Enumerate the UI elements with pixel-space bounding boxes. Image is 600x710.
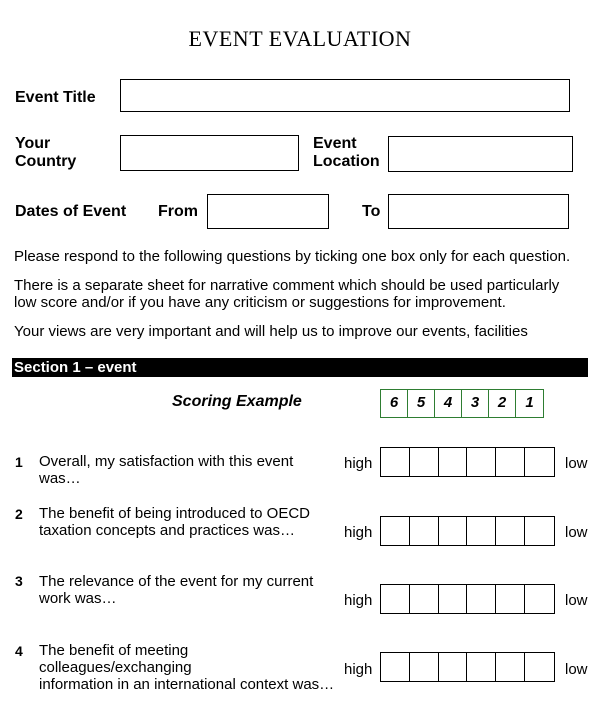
rating-box[interactable] — [467, 585, 496, 613]
rating-box[interactable] — [467, 517, 496, 545]
instruction-text: low score and/or if you have any criticism or suggestions for improvement. — [14, 294, 506, 311]
score-value: 3 — [462, 390, 489, 417]
rating-box[interactable] — [496, 585, 525, 613]
to-date-field[interactable] — [388, 194, 569, 229]
high-label: high — [344, 524, 373, 541]
rating-box[interactable] — [410, 653, 439, 681]
event-title-label: Event Title — [15, 89, 96, 106]
low-label: low — [565, 455, 588, 472]
location-label: Event Location — [313, 135, 380, 170]
scoring-example-scale — [380, 389, 544, 418]
rating-box[interactable] — [525, 653, 554, 681]
question-number: 4 — [15, 643, 23, 659]
score-value: 4 — [435, 390, 462, 417]
rating-scale-q3 — [380, 584, 555, 614]
rating-box[interactable] — [410, 448, 439, 476]
score-value: 1 — [525, 394, 534, 411]
high-label: high — [344, 592, 373, 609]
instruction-text: Your views are very important and will help us to improve our events, facilities — [14, 323, 528, 340]
rating-box[interactable] — [439, 585, 468, 613]
question-number: 3 — [15, 573, 23, 589]
score-value: 6 — [381, 390, 408, 417]
scoring-example-label: Scoring Example — [172, 393, 302, 410]
page-title: EVENT EVALUATION — [188, 26, 412, 51]
rating-box[interactable] — [496, 653, 525, 681]
question-text: The relevance of the event for my current work was… — [39, 573, 314, 607]
low-label: low — [565, 592, 588, 609]
rating-box[interactable] — [439, 653, 468, 681]
rating-scale-q1 — [380, 447, 555, 477]
from-date-field[interactable] — [207, 194, 329, 229]
rating-box[interactable] — [439, 517, 468, 545]
location-field[interactable] — [388, 136, 573, 172]
question-text: Overall, my satisfaction with this event was… — [39, 453, 294, 487]
country-field[interactable] — [120, 135, 299, 171]
rating-box[interactable] — [525, 517, 554, 545]
question-text: The benefit of being introduced to OECD taxation concepts and practices was… — [39, 505, 310, 539]
rating-box[interactable] — [467, 448, 496, 476]
rating-box[interactable] — [467, 653, 496, 681]
rating-scale-q4 — [380, 652, 555, 682]
rating-box[interactable] — [525, 585, 554, 613]
rating-box[interactable] — [525, 448, 554, 476]
score-value: 2 — [489, 390, 516, 417]
to-label: To — [362, 203, 381, 220]
rating-box[interactable] — [381, 653, 410, 681]
question-text: The benefit of meeting colleagues/exchanging information in an international context was… — [39, 642, 335, 693]
rating-box[interactable] — [381, 517, 410, 545]
low-label: low — [565, 661, 588, 678]
rating-box[interactable] — [381, 448, 410, 476]
high-label: high — [344, 661, 373, 678]
from-label: From — [158, 203, 198, 220]
rating-box[interactable] — [410, 585, 439, 613]
score-value: 5 — [408, 390, 435, 417]
rating-box[interactable] — [410, 517, 439, 545]
rating-box[interactable] — [439, 448, 468, 476]
country-label: Your Country — [15, 135, 77, 170]
section-header: Section 1 – event — [12, 358, 588, 377]
rating-scale-q2 — [380, 516, 555, 546]
rating-box[interactable] — [381, 585, 410, 613]
rating-box[interactable] — [496, 448, 525, 476]
high-label: high — [344, 455, 373, 472]
low-label: low — [565, 524, 588, 541]
question-number: 1 — [15, 454, 23, 470]
question-number: 2 — [15, 506, 23, 522]
event-title-field[interactable] — [120, 79, 570, 112]
rating-box[interactable] — [496, 517, 525, 545]
instruction-text: Please respond to the following questions by ticking one box only for each question. — [14, 248, 571, 265]
instruction-text: There is a separate sheet for narrative comment which should be used particularly — [14, 277, 560, 294]
dates-label: Dates of Event — [15, 203, 127, 220]
